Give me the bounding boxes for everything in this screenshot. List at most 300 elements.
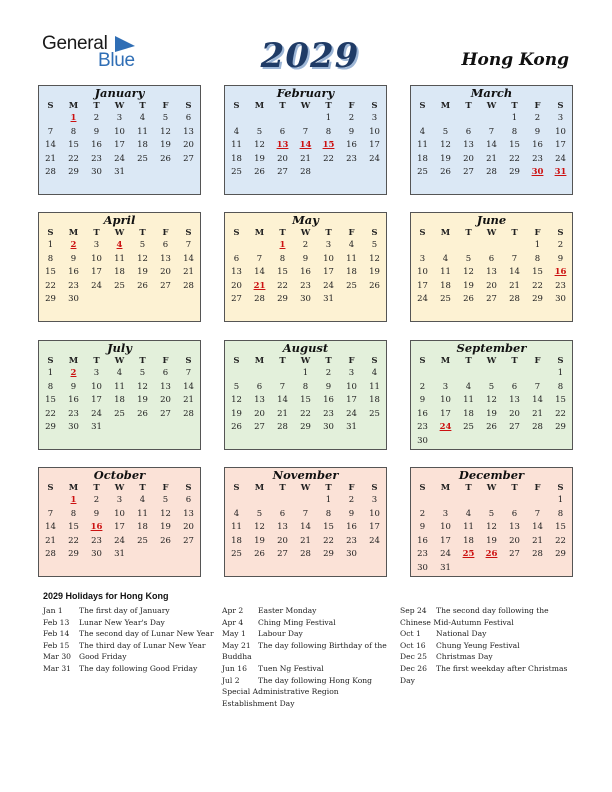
- holiday-name: Lunar New Year's Day: [79, 617, 165, 627]
- holiday-date: Apr 4: [222, 617, 244, 627]
- empty-day-cell: [503, 494, 526, 508]
- day-cell: 17: [555, 140, 566, 150]
- day-cell: 9: [534, 126, 541, 137]
- day-cell: 20: [160, 267, 171, 277]
- day-cell: 18: [114, 267, 125, 277]
- month-title: July: [107, 341, 132, 355]
- empty-day-cell: [177, 293, 200, 307]
- empty-day-cell: [457, 494, 480, 508]
- day-cell: 27: [509, 549, 520, 559]
- empty-day-cell: [154, 548, 177, 562]
- day-cell: 10: [91, 253, 102, 264]
- week-row: [225, 139, 386, 153]
- holiday-date: Oct 16: [400, 640, 426, 650]
- day-cell: 29: [509, 167, 520, 177]
- day-cell: 9: [93, 126, 100, 137]
- day-cell: 21: [486, 153, 497, 164]
- empty-day-cell: [131, 548, 154, 562]
- weekday-label: S: [557, 356, 564, 366]
- day-cell: 3: [442, 381, 449, 392]
- day-cell: 21: [300, 153, 311, 164]
- holiday-item: [400, 640, 575, 652]
- holiday-name: The second day following the Chinese Mid-Autumn Festival: [400, 606, 549, 627]
- weekday-label: M: [68, 483, 79, 493]
- day-cell: 28: [45, 167, 56, 177]
- empty-day-cell: [434, 112, 457, 126]
- day-cell: 27: [463, 167, 474, 177]
- weekday-label: F: [162, 356, 169, 366]
- day-cell: 19: [160, 522, 171, 532]
- holiday-name: Good Friday: [79, 652, 127, 662]
- holiday-name: Chung Yeung Festival: [436, 640, 520, 650]
- day-cell: 28: [486, 167, 497, 177]
- holiday-item: [400, 651, 575, 663]
- day-cell: 24: [114, 153, 125, 164]
- day-cell: 17: [114, 522, 125, 532]
- day-cell: 31: [323, 294, 334, 304]
- empty-day-cell: [248, 494, 271, 508]
- holiday-date: Dec 25: [400, 652, 427, 662]
- day-cell: 20: [183, 140, 194, 150]
- day-cell: 30: [68, 294, 79, 304]
- day-cell: 1: [557, 368, 564, 378]
- day-cell: 14: [45, 140, 56, 150]
- day-cell: 5: [488, 508, 495, 519]
- day-cell: 22: [323, 153, 334, 164]
- month-may: [224, 212, 387, 322]
- week-row: [411, 367, 572, 381]
- day-cell: 26: [486, 422, 497, 432]
- weekday-label: F: [534, 483, 541, 493]
- holiday-date: Jan 1: [43, 606, 63, 615]
- empty-day-cell: [526, 562, 549, 576]
- day-cell: 13: [183, 126, 194, 137]
- day-cell: 17: [91, 395, 102, 405]
- day-cell: 31: [114, 167, 125, 177]
- day-cell: 11: [137, 508, 148, 519]
- empty-day-cell: [271, 494, 294, 508]
- holiday-date: Mar 30: [43, 652, 72, 662]
- day-cell: 26: [254, 167, 265, 177]
- weekday-label: S: [557, 101, 564, 111]
- day-cell: 2: [325, 368, 332, 378]
- week-row: [39, 126, 200, 140]
- day-cell: 12: [254, 522, 265, 532]
- country-name: Hong Kong: [461, 50, 569, 70]
- weekday-label: F: [348, 228, 355, 238]
- day-cell: 15: [532, 267, 543, 277]
- weekday-label: M: [254, 101, 265, 111]
- weekday-label: F: [534, 356, 541, 366]
- day-cell: 8: [325, 508, 332, 519]
- day-cell: 8: [70, 126, 77, 137]
- week-row: [225, 239, 386, 253]
- day-cell: 13: [509, 395, 520, 405]
- month-july: [38, 340, 201, 450]
- empty-day-cell: [225, 112, 248, 126]
- day-cell: 25: [346, 280, 357, 291]
- day-cell: 17: [440, 535, 451, 546]
- week-row: [411, 139, 572, 153]
- day-cell: 19: [231, 408, 242, 419]
- empty-day-cell: [248, 367, 271, 381]
- weekday-label: F: [534, 228, 541, 238]
- week-row: [225, 394, 386, 408]
- week-row: [39, 394, 200, 408]
- weekday-label: M: [254, 228, 265, 238]
- day-cell: 22: [68, 535, 79, 546]
- month-title: March: [470, 86, 513, 100]
- day-cell: 18: [114, 395, 125, 405]
- day-cell: 9: [348, 508, 355, 519]
- day-cell: 14: [532, 522, 543, 532]
- day-cell: 22: [555, 535, 566, 546]
- month-title: November: [272, 468, 339, 482]
- day-cell: 18: [463, 535, 474, 546]
- holiday-name: Labour Day: [258, 629, 303, 639]
- day-cell: 1: [325, 495, 332, 505]
- weekday-label: W: [486, 356, 497, 366]
- day-cell: 6: [465, 126, 472, 137]
- week-row: [225, 266, 386, 280]
- day-cell: 16: [417, 408, 428, 419]
- week-row: [225, 548, 386, 562]
- holiday-day-cell: 30: [531, 167, 544, 177]
- day-cell: 2: [557, 240, 564, 250]
- month-title: October: [93, 468, 146, 482]
- day-cell: 29: [555, 422, 566, 432]
- day-cell: 3: [371, 495, 378, 505]
- weekday-label: F: [348, 101, 355, 111]
- day-cell: 4: [139, 113, 146, 123]
- day-cell: 24: [323, 280, 334, 291]
- day-cell: 27: [183, 153, 194, 164]
- week-row: [225, 166, 386, 180]
- day-cell: 19: [137, 395, 148, 405]
- weekday-label: M: [440, 228, 451, 238]
- day-cell: 16: [68, 395, 79, 405]
- day-cell: 30: [300, 294, 311, 304]
- day-cell: 8: [325, 126, 332, 137]
- empty-day-cell: [248, 239, 271, 253]
- day-cell: 10: [323, 253, 334, 264]
- day-cell: 5: [162, 113, 169, 123]
- day-cell: 19: [369, 267, 380, 277]
- weekday-label: S: [557, 228, 564, 238]
- day-cell: 11: [346, 253, 357, 264]
- week-row: [225, 421, 386, 435]
- empty-day-cell: [177, 421, 200, 435]
- day-cell: 19: [440, 153, 451, 164]
- week-row: [411, 266, 572, 280]
- day-cell: 12: [463, 267, 474, 277]
- weekday-label: T: [279, 356, 286, 366]
- weekday-label: T: [325, 101, 332, 111]
- day-cell: 4: [233, 126, 240, 137]
- empty-day-cell: [154, 421, 177, 435]
- week-row: [39, 139, 200, 153]
- day-cell: 10: [114, 126, 125, 137]
- week-row: [39, 408, 200, 422]
- weekday-label: S: [47, 228, 54, 238]
- day-cell: 8: [47, 253, 54, 264]
- empty-day-cell: [503, 562, 526, 576]
- weekday-label: T: [93, 483, 100, 493]
- day-cell: 14: [45, 522, 56, 532]
- day-cell: 15: [68, 140, 79, 150]
- week-row: [225, 126, 386, 140]
- day-cell: 18: [231, 153, 242, 164]
- month-title: December: [458, 468, 525, 482]
- weekday-label: S: [371, 356, 378, 366]
- day-cell: 21: [45, 535, 56, 546]
- empty-day-cell: [411, 494, 434, 508]
- day-cell: 4: [465, 381, 472, 392]
- weekday-label: S: [371, 228, 378, 238]
- week-row: [411, 494, 572, 508]
- empty-day-cell: [131, 166, 154, 180]
- day-cell: 9: [557, 253, 564, 264]
- day-cell: 3: [419, 253, 426, 264]
- day-cell: 4: [116, 368, 123, 378]
- day-cell: 17: [369, 140, 380, 150]
- week-row: [39, 494, 200, 508]
- day-cell: 29: [277, 294, 288, 304]
- day-cell: 6: [162, 240, 169, 250]
- day-cell: 29: [45, 294, 56, 304]
- empty-day-cell: [457, 112, 480, 126]
- day-cell: 24: [440, 549, 451, 559]
- holiday-name: The first weekday after Christmas Day: [400, 663, 568, 685]
- day-cell: 8: [534, 253, 541, 264]
- week-row: [225, 112, 386, 126]
- empty-day-cell: [294, 494, 317, 508]
- holiday-item: [43, 617, 215, 629]
- holiday-date: Oct 1: [400, 629, 421, 639]
- day-cell: 8: [557, 508, 564, 519]
- week-row: [225, 408, 386, 422]
- day-cell: 5: [162, 495, 169, 505]
- day-cell: 17: [440, 408, 451, 419]
- holiday-name: Ching Ming Festival: [258, 617, 336, 627]
- day-cell: 29: [300, 422, 311, 432]
- day-cell: 23: [300, 280, 311, 291]
- holiday-name: The day following Good Friday: [79, 663, 198, 673]
- empty-day-cell: [457, 367, 480, 381]
- day-cell: 24: [369, 535, 380, 546]
- holiday-column: [400, 605, 575, 686]
- day-cell: 22: [68, 153, 79, 164]
- day-cell: 6: [185, 113, 192, 123]
- day-cell: 16: [417, 535, 428, 546]
- day-cell: 8: [70, 508, 77, 519]
- holiday-item: [400, 663, 575, 686]
- day-cell: 26: [231, 422, 242, 432]
- weekday-label: S: [557, 483, 564, 493]
- day-cell: 3: [93, 368, 100, 378]
- brand-name-general: General: [42, 33, 108, 54]
- day-cell: 5: [465, 253, 472, 264]
- day-cell: 14: [486, 140, 497, 150]
- holiday-date: May 21: [222, 640, 251, 650]
- empty-day-cell: [411, 112, 434, 126]
- weekday-label: T: [511, 101, 518, 111]
- week-row: [411, 239, 572, 253]
- day-cell: 10: [369, 126, 380, 137]
- month-title: May: [292, 213, 319, 227]
- empty-day-cell: [363, 421, 386, 435]
- month-title: August: [282, 341, 329, 355]
- day-cell: 5: [233, 381, 240, 392]
- holiday-name: The day following Hong Kong Special Administrative Region Establishment Day: [222, 675, 373, 708]
- day-cell: 23: [91, 535, 102, 546]
- week-row: [39, 548, 200, 562]
- holidays-title: 2029 Holidays for Hong Kong: [43, 591, 169, 601]
- empty-day-cell: [480, 239, 503, 253]
- day-cell: 31: [440, 562, 451, 573]
- day-cell: 14: [183, 253, 194, 264]
- holiday-date: Jun 16: [222, 663, 247, 673]
- day-cell: 11: [114, 253, 125, 264]
- day-cell: 25: [417, 167, 428, 177]
- day-cell: 20: [183, 522, 194, 532]
- day-cell: 19: [254, 153, 265, 164]
- day-cell: 21: [300, 535, 311, 546]
- empty-day-cell: [340, 166, 363, 180]
- day-cell: 19: [160, 140, 171, 150]
- weekday-label: M: [68, 101, 79, 111]
- day-cell: 22: [45, 280, 56, 291]
- week-row: [225, 521, 386, 535]
- holiday-item: [43, 628, 215, 640]
- holiday-day-cell: 1: [70, 495, 77, 505]
- week-row: [39, 266, 200, 280]
- day-cell: 12: [231, 395, 242, 405]
- month-title: February: [276, 86, 335, 100]
- holiday-item: [43, 605, 215, 617]
- day-cell: 22: [555, 408, 566, 419]
- day-cell: 4: [139, 495, 146, 505]
- holiday-column: [222, 605, 392, 709]
- week-row: [411, 293, 572, 307]
- day-cell: 15: [45, 395, 56, 405]
- week-row: [39, 535, 200, 549]
- holiday-name: The day following Birthday of the Buddha: [222, 640, 387, 662]
- day-cell: 17: [346, 395, 357, 405]
- weekday-label: T: [465, 228, 472, 238]
- month-title: April: [103, 213, 136, 227]
- empty-day-cell: [480, 435, 503, 449]
- weekday-label: F: [162, 228, 169, 238]
- day-cell: 27: [509, 422, 520, 432]
- day-cell: 19: [254, 535, 265, 546]
- weekday-label: T: [93, 101, 100, 111]
- day-cell: 13: [509, 522, 520, 532]
- day-cell: 20: [509, 408, 520, 419]
- day-cell: 30: [91, 167, 102, 177]
- weekday-label: T: [279, 101, 286, 111]
- weekday-label: M: [440, 356, 451, 366]
- day-cell: 7: [185, 368, 192, 378]
- empty-day-cell: [434, 239, 457, 253]
- day-cell: 18: [137, 522, 148, 532]
- month-august: [224, 340, 387, 450]
- month-title: June: [476, 213, 507, 227]
- day-cell: 4: [348, 240, 355, 250]
- day-cell: 15: [45, 267, 56, 277]
- day-cell: 22: [532, 280, 543, 291]
- day-cell: 26: [160, 153, 171, 164]
- holiday-day-cell: 31: [554, 167, 567, 177]
- week-row: [411, 394, 572, 408]
- day-cell: 23: [91, 153, 102, 164]
- day-cell: 30: [346, 549, 357, 559]
- empty-day-cell: [480, 494, 503, 508]
- weekday-header: [39, 355, 200, 367]
- empty-day-cell: [526, 435, 549, 449]
- day-cell: 10: [114, 508, 125, 519]
- day-cell: 6: [511, 381, 518, 392]
- day-cell: 21: [509, 280, 520, 291]
- day-cell: 8: [47, 381, 54, 392]
- day-cell: 27: [277, 167, 288, 177]
- day-cell: 7: [534, 381, 541, 392]
- week-row: [225, 494, 386, 508]
- month-title: January: [94, 86, 145, 100]
- day-cell: 15: [68, 522, 79, 532]
- day-cell: 15: [323, 522, 334, 532]
- month-april: [38, 212, 201, 322]
- day-cell: 14: [300, 522, 311, 532]
- weekday-label: T: [139, 228, 146, 238]
- day-cell: 20: [277, 535, 288, 546]
- day-cell: 6: [233, 253, 240, 264]
- day-cell: 14: [509, 267, 520, 277]
- day-cell: 2: [93, 495, 100, 505]
- day-cell: 1: [325, 113, 332, 123]
- day-cell: 26: [160, 535, 171, 546]
- empty-day-cell: [39, 494, 62, 508]
- weekday-label: W: [486, 101, 497, 111]
- day-cell: 16: [323, 395, 334, 405]
- weekday-label: S: [419, 483, 426, 493]
- holiday-day-cell: 2: [70, 368, 77, 378]
- weekday-label: M: [254, 483, 265, 493]
- day-cell: 22: [45, 408, 56, 419]
- empty-day-cell: [363, 548, 386, 562]
- day-cell: 4: [371, 368, 378, 378]
- weekday-label: W: [300, 228, 311, 238]
- day-cell: 17: [114, 140, 125, 150]
- empty-day-cell: [131, 293, 154, 307]
- weekday-label: T: [325, 356, 332, 366]
- day-cell: 20: [509, 535, 520, 546]
- weekday-label: T: [279, 228, 286, 238]
- month-june: [410, 212, 573, 322]
- empty-day-cell: [177, 166, 200, 180]
- month-march: [410, 85, 573, 195]
- day-cell: 9: [70, 253, 77, 264]
- weekday-label: S: [233, 356, 240, 366]
- day-cell: 30: [68, 422, 79, 432]
- weekday-header: [411, 482, 572, 494]
- day-cell: 23: [346, 535, 357, 546]
- day-cell: 19: [137, 267, 148, 277]
- week-row: [411, 521, 572, 535]
- day-cell: 4: [233, 508, 240, 519]
- holiday-name: Easter Monday: [258, 606, 317, 615]
- holiday-name: Tuen Ng Festival: [258, 663, 324, 673]
